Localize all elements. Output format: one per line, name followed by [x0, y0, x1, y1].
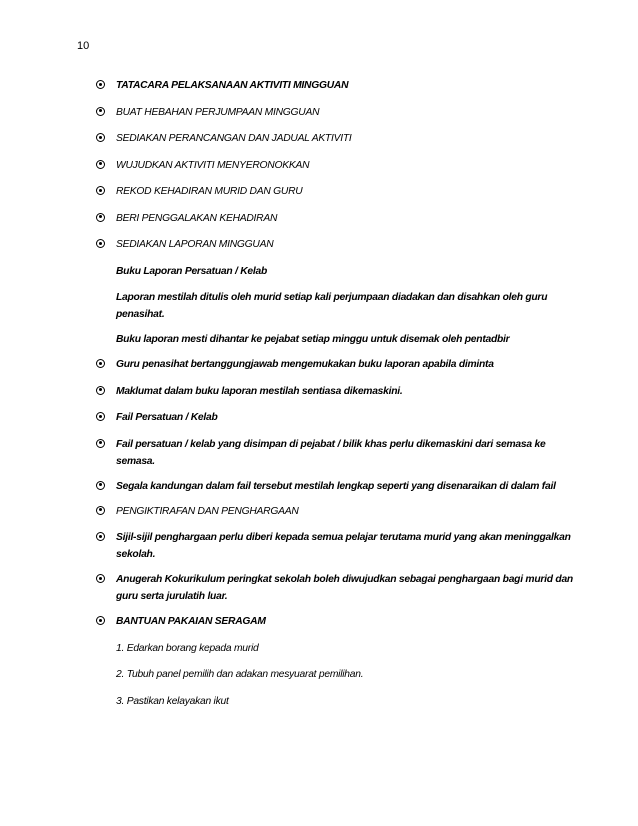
bullet-item — [96, 478, 576, 495]
bullet-item — [96, 104, 576, 121]
item-text: REKOD KEHADIRAN MURID DAN GURU — [116, 186, 303, 197]
item-text: Segala kandungan dalam fail tersebut mestilah lengkap seperti yang disenaraikan di dalam fail — [116, 480, 556, 492]
bullet-item — [96, 529, 576, 563]
item-text: Laporan mestilah ditulis oleh murid setiap kali perjumpaan diadakan dan disahkan oleh guru penasihat. — [116, 292, 548, 320]
item-text: Guru penasihat bertanggungjawab mengemukakan buku laporan apabila diminta — [116, 359, 494, 370]
item-text: SEDIAKAN PERANCANGAN DAN JADUAL AKTIVITI — [116, 133, 352, 144]
circle-bullet-icon — [96, 532, 105, 541]
circle-bullet-icon — [96, 239, 105, 248]
sub-item — [96, 666, 576, 683]
item-text: Buku Laporan Persatuan / Kelab — [116, 265, 267, 277]
item-text: 3. Pastikan kelayakan ikut — [116, 695, 229, 707]
item-text: BANTUAN PAKAIAN SERAGAM — [116, 616, 266, 627]
bullet-item — [96, 210, 576, 227]
circle-bullet-icon — [96, 107, 105, 116]
circle-bullet-icon — [96, 213, 105, 222]
circle-bullet-icon — [96, 506, 105, 515]
item-text: Maklumat dalam buku laporan mestilah sentiasa dikemaskini. — [116, 385, 403, 397]
item-text: BUAT HEBAHAN PERJUMPAAN MINGGUAN — [116, 106, 320, 118]
sub-item — [96, 693, 576, 710]
circle-bullet-icon — [96, 186, 105, 195]
item-text: 2. Tubuh panel pemilih dan adakan mesyuarat pemilihan. — [116, 669, 364, 680]
bullet-item — [96, 409, 576, 426]
sub-item — [96, 263, 576, 280]
sub-item — [96, 289, 576, 323]
circle-bullet-icon — [96, 359, 105, 368]
circle-bullet-icon — [96, 574, 105, 583]
item-text: Anugerah Kokurikulum peringkat sekolah boleh diwujudkan sebagai penghargaan bagi murid dan guru serta jurulatih luar. — [116, 574, 573, 602]
item-text: BERI PENGGALAKAN KEHADIRAN — [116, 212, 278, 224]
item-text: TATACARA PELAKSANAAN AKTIVITI MINGGUAN — [116, 80, 349, 91]
circle-bullet-icon — [96, 481, 105, 490]
bullet-item — [96, 436, 576, 470]
circle-bullet-icon — [96, 439, 105, 448]
bullet-item — [96, 383, 576, 400]
bullet-item — [96, 503, 576, 520]
document-content — [96, 77, 576, 719]
sub-item — [96, 640, 576, 657]
circle-bullet-icon — [96, 616, 105, 625]
sub-item — [96, 331, 576, 348]
bullet-item — [96, 77, 576, 94]
item-text: Buku laporan mesti dihantar ke pejabat setiap minggu untuk disemak oleh pentadbir — [116, 334, 510, 345]
bullet-item — [96, 613, 576, 630]
bullet-item — [96, 356, 576, 373]
item-text: Sijil-sijil penghargaan perlu diberi kepada semua pelajar terutama murid yang akan meninggalkan sekolah. — [116, 532, 571, 560]
item-text: Fail Persatuan / Kelab — [116, 412, 218, 423]
bullet-item — [96, 130, 576, 147]
item-text: WUJUDKAN AKTIVITI MENYERONOKKAN — [116, 159, 310, 171]
page-number: 10 — [77, 40, 90, 52]
bullet-item — [96, 183, 576, 200]
item-text: SEDIAKAN LAPORAN MINGGUAN — [116, 239, 274, 250]
item-text: PENGIKTIRAFAN DAN PENGHARGAAN — [116, 505, 299, 517]
circle-bullet-icon — [96, 80, 105, 89]
circle-bullet-icon — [96, 412, 105, 421]
circle-bullet-icon — [96, 133, 105, 142]
circle-bullet-icon — [96, 160, 105, 169]
circle-bullet-icon — [96, 386, 105, 395]
bullet-item — [96, 236, 576, 253]
bullet-item — [96, 571, 576, 605]
bullet-item — [96, 157, 576, 174]
item-text: Fail persatuan / kelab yang disimpan di pejabat / bilik khas perlu dikemaskini dari semasa ke semasa. — [116, 438, 546, 467]
item-text: 1. Edarkan borang kepada murid — [116, 642, 259, 654]
